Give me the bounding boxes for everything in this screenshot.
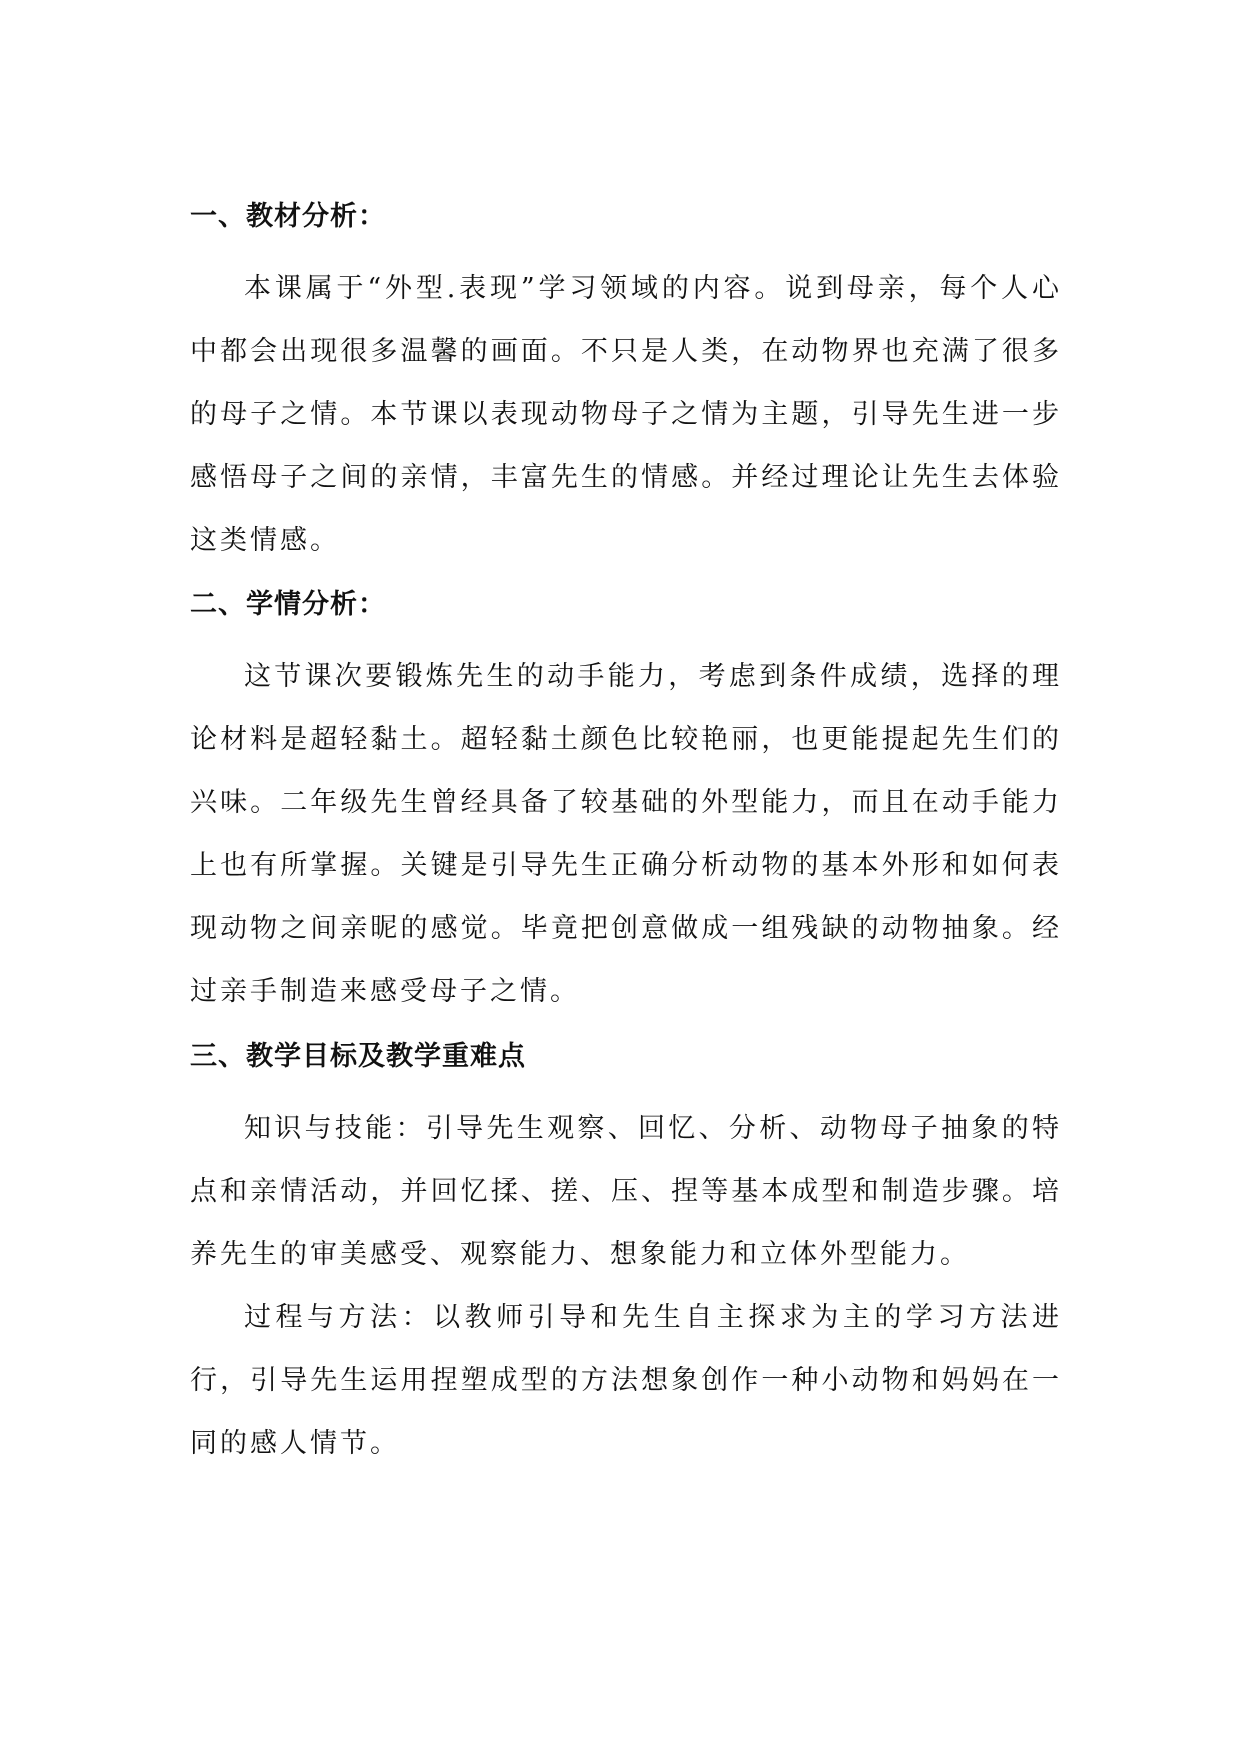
section-paragraph: 本课属于“外型.表现”学习领域的内容。说到母亲，每个人心中都会出现很多温馨的画面。不只是人类，在动物界也充满了很多的母子之情。本节课以表现动物母子之情为主题，引导先生进一步感悟母子之间的亲情，丰富先生的情感。并经过理论让先生去体验这类情感。 bbox=[190, 273, 1062, 556]
section-paragraph: 过程与方法：以教师引导和先生自主探求为主的学习方法进行，引导先生运用捏塑成型的方法想象创作一种小动物和妈妈在一同的感人情节。 bbox=[190, 1302, 1062, 1459]
document-page bbox=[190, 0, 1062, 1754]
section-heading: 三、教学目标及教学重难点 bbox=[190, 1041, 526, 1072]
section-heading: 一、教材分析： bbox=[190, 201, 386, 232]
section-textbook-analysis bbox=[190, 200, 1062, 572]
section-paragraph: 知识与技能：引导先生观察、回忆、分析、动物母子抽象的特点和亲情活动，并回忆揉、搓、压、捏等基本成型和制造步骤。培养先生的审美感受、观察能力、想象能力和立体外型能力。 bbox=[190, 1113, 1062, 1270]
section-paragraph: 这节课次要锻炼先生的动手能力，考虑到条件成绩，选择的理论材料是超轻黏土。超轻黏土颜色比较艳丽，也更能提起先生们的兴味。二年级先生曾经具备了较基础的外型能力，而且在动手能力上也有所掌握。关键是引导先生正确分析动物的基本外形和如何表现动物之间亲昵的感觉。毕竟把创意做成一组残缺的动物抽象。经过亲手制造来感受母子之情。 bbox=[190, 661, 1062, 1007]
section-heading: 二、学情分析： bbox=[190, 589, 386, 620]
section-teaching-goals bbox=[190, 1040, 1062, 1475]
section-learning-analysis bbox=[190, 588, 1062, 1023]
